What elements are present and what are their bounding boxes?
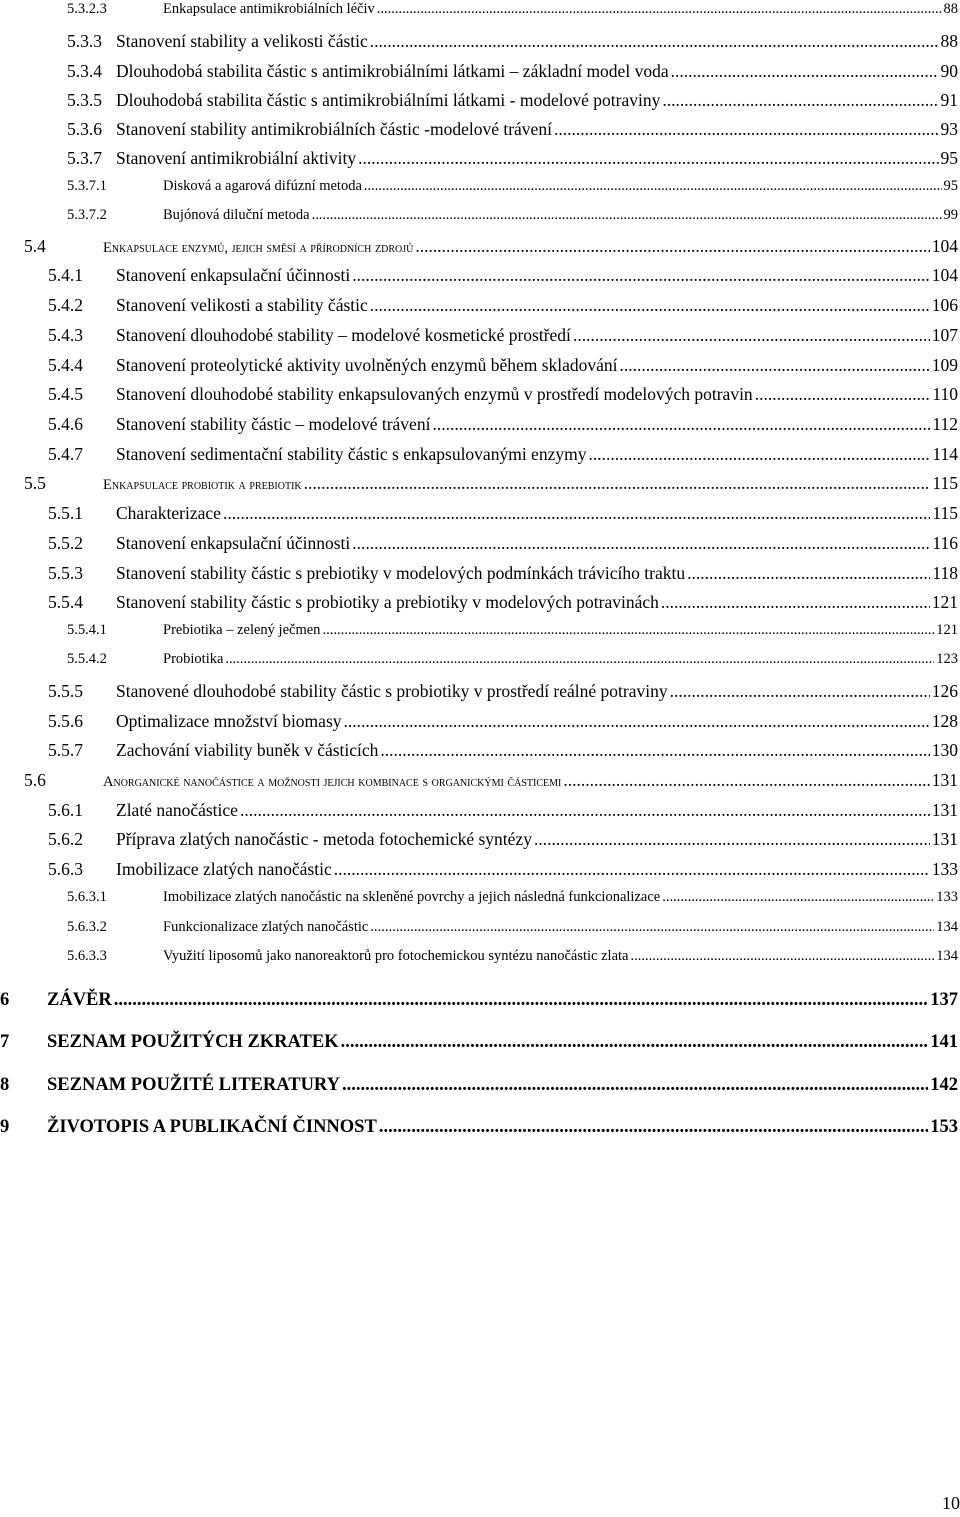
toc-entry-title: Zlaté nanočástice — [116, 800, 238, 820]
toc-entry-title: Imobilizace zlatých nanočástic — [116, 859, 332, 879]
dot-leader — [563, 770, 929, 791]
toc-entry-title: Stanovení enkapsulační účinnosti — [116, 265, 351, 285]
toc-entry-page: 141 — [930, 1032, 958, 1052]
toc-entry-page: 123 — [936, 651, 958, 667]
toc-entry[interactable] — [0, 265, 960, 289]
toc-entry-number: 5.6.3.3 — [67, 948, 107, 964]
toc-entry-page: 137 — [930, 990, 958, 1010]
toc-entry-title: Stanovení stability částic s probiotiky a prebiotiky v modelových potravinách — [116, 592, 659, 612]
dot-leader — [573, 325, 930, 346]
toc-entry[interactable] — [0, 473, 960, 497]
toc-entry-number: 5.5 — [24, 473, 46, 493]
dot-leader — [662, 90, 938, 111]
toc-entry[interactable] — [0, 948, 960, 972]
toc-entry-number: 5.4 — [24, 236, 46, 256]
toc-entry[interactable] — [0, 592, 960, 616]
toc-entry[interactable] — [0, 800, 960, 824]
dot-leader — [415, 236, 929, 257]
toc-entry[interactable] — [0, 236, 960, 260]
toc-entry-title: Imobilizace zlatých nanočástic na skleněné povrchy a jejich následná funkcionalizace — [163, 889, 661, 905]
toc-entry[interactable] — [0, 1032, 960, 1056]
dot-leader — [554, 119, 939, 140]
dot-leader — [370, 31, 939, 52]
toc-entry-title: Stanovení enkapsulační účinnosti — [116, 533, 351, 553]
toc-entry[interactable] — [0, 148, 960, 172]
toc-entry-number: 6 — [0, 990, 10, 1010]
toc-entry-title: Využití liposomů jako nanoreaktorů pro fotochemickou syntézu nanočástic zlata — [163, 948, 629, 964]
toc-entry-title: SEZNAM POUŽITÉ LITERATURY — [47, 1075, 341, 1095]
dot-leader — [334, 859, 930, 880]
toc-entry-title: ZÁVĚR — [47, 990, 112, 1010]
toc-entry-number: 5.3.3 — [67, 31, 102, 51]
toc-entry-title: Stanovení velikosti a stability částic — [116, 295, 368, 315]
toc-entry-page: 107 — [931, 325, 958, 345]
dot-leader — [364, 178, 942, 195]
toc-entry-page: 121 — [931, 592, 958, 612]
toc-entry[interactable] — [0, 414, 960, 438]
toc-entry[interactable] — [0, 622, 960, 646]
dot-leader — [379, 1117, 928, 1138]
dot-leader — [662, 889, 934, 906]
toc-entry-title: Disková a agarová difúzní metoda — [163, 178, 362, 194]
toc-entry-page: 112 — [932, 414, 958, 434]
toc-entry-number: 5.5.2 — [48, 533, 83, 553]
toc-entry-title: Stanovení dlouhodobé stability enkapsulovaných enzymů v prostředí modelových potravin — [116, 384, 753, 404]
toc-entry[interactable] — [0, 61, 960, 85]
toc-entry-title: Stanovení proteolytické aktivity uvolněných enzymů během skladování — [116, 355, 618, 375]
toc-entry-number: 5.4.2 — [48, 295, 83, 315]
toc-entry-number: 5.5.4.2 — [67, 651, 107, 667]
toc-entry-title: Enkapsulace enzymů, jejich směsí a přírodních zdrojů — [103, 240, 414, 256]
toc-entry-title: Stanovené dlouhodobé stability částic s probiotiky v prostředí reálné potraviny — [116, 681, 668, 701]
dot-leader — [240, 800, 930, 821]
dot-leader — [380, 740, 929, 761]
toc-entry[interactable] — [0, 325, 960, 349]
toc-entry-page: 131 — [931, 829, 958, 849]
toc-entry-number: 5.4.1 — [48, 265, 83, 285]
toc-entry[interactable] — [0, 207, 960, 231]
toc-entry[interactable] — [0, 563, 960, 587]
toc-entry-number: 5.4.5 — [48, 384, 83, 404]
toc-entry-title: Dlouhodobá stabilita částic s antimikrobiálními látkami - modelové potraviny — [116, 90, 661, 110]
toc-entry[interactable] — [0, 829, 960, 853]
dot-leader — [370, 919, 934, 936]
dot-leader — [671, 61, 939, 82]
toc-entry-title: Stanovení antimikrobiální aktivity — [116, 148, 357, 168]
toc-entry[interactable] — [0, 770, 960, 794]
toc-entry-page: 99 — [943, 207, 958, 223]
dot-leader — [358, 148, 938, 169]
dot-leader — [312, 207, 942, 224]
toc-entry-number: 5.5.3 — [48, 563, 83, 583]
toc-entry-title: SEZNAM POUŽITÝCH ZKRATEK — [47, 1032, 339, 1052]
toc-entry-number: 5.6.3.2 — [67, 919, 107, 935]
toc-entry-title: ŽIVOTOPIS A PUBLIKAČNÍ ČINNOST — [47, 1117, 377, 1137]
toc-entry[interactable] — [0, 533, 960, 557]
dot-leader — [322, 622, 934, 639]
toc-entry-page: 110 — [932, 384, 958, 404]
toc-entry[interactable] — [0, 295, 960, 319]
toc-entry-number: 5.4.3 — [48, 325, 83, 345]
dot-leader — [352, 533, 930, 554]
dot-leader — [755, 384, 931, 405]
toc-entry-page: 126 — [931, 681, 958, 701]
toc-entry-number: 5.3.7.1 — [67, 178, 107, 194]
dot-leader — [377, 1, 942, 18]
toc-entry-title: Anorganické nanočástice a možnosti jejich kombinace s organickými částicemi — [103, 774, 562, 790]
toc-entry-number: 5.3.7.2 — [67, 207, 107, 223]
dot-leader — [534, 829, 930, 850]
toc-entry-page: 133 — [931, 859, 958, 879]
toc-entry-title: Optimalizace množství biomasy — [116, 711, 342, 731]
toc-entry-page: 142 — [930, 1075, 958, 1095]
toc-entry-page: 114 — [932, 444, 958, 464]
dot-leader — [344, 711, 930, 732]
toc-entry-page: 88 — [943, 1, 958, 17]
toc-entry[interactable] — [0, 651, 960, 675]
toc-entry[interactable] — [0, 1, 960, 25]
toc-entry-title: Stanovení stability částic s prebiotiky v modelových podmínkách trávicího traktu — [116, 563, 686, 583]
toc-entry-page: 134 — [936, 948, 958, 964]
toc-entry-page: 109 — [931, 355, 958, 375]
toc-entry-number: 5.6 — [24, 770, 46, 790]
toc-entry-title: Zachování viability buněk v částicích — [116, 740, 379, 760]
toc-entry[interactable] — [0, 178, 960, 202]
toc-entry[interactable] — [0, 740, 960, 764]
toc-entry-number: 9 — [0, 1117, 10, 1137]
toc-entry-title: Stanovení sedimentační stability částic s enkapsulovanými enzymy — [116, 444, 587, 464]
toc-entry[interactable] — [0, 919, 960, 943]
dot-leader — [620, 355, 930, 376]
toc-entry-number: 5.3.4 — [67, 61, 102, 81]
dot-leader — [114, 990, 928, 1011]
toc-entry[interactable] — [0, 31, 960, 55]
dot-leader — [370, 295, 930, 316]
toc-entry[interactable] — [0, 711, 960, 735]
toc-entry-number: 5.3.7 — [67, 148, 102, 168]
toc-entry-page: 106 — [931, 295, 958, 315]
toc-entry-number: 5.5.5 — [48, 681, 83, 701]
toc-entry-title: Příprava zlatých nanočástic - metoda fotochemické syntézy — [116, 829, 532, 849]
dot-leader — [304, 473, 931, 494]
toc-entry-page: 131 — [931, 770, 958, 790]
toc-entry[interactable] — [0, 503, 960, 527]
toc-entry[interactable] — [0, 681, 960, 705]
dot-leader — [352, 265, 929, 286]
toc-entry-page: 93 — [940, 119, 958, 139]
toc-entry-page: 128 — [931, 711, 958, 731]
toc-entry-page: 115 — [932, 503, 958, 523]
toc-entry-title: Charakterizace — [116, 503, 221, 523]
toc-entry-number: 7 — [0, 1032, 10, 1052]
toc-entry-number: 5.5.6 — [48, 711, 83, 731]
toc-entry-number: 5.4.4 — [48, 355, 83, 375]
toc-entry-title: Stanovení stability antimikrobiálních částic -modelové trávení — [116, 119, 552, 139]
toc-entry-page: 115 — [932, 473, 958, 493]
toc-entry-number: 5.6.3.1 — [67, 889, 107, 905]
toc-entry-page: 131 — [931, 800, 958, 820]
toc-entry-number: 5.5.4.1 — [67, 622, 107, 638]
dot-leader — [661, 592, 930, 613]
toc-entry-title: Stanovení stability a velikosti částic — [116, 31, 368, 51]
toc-entry[interactable] — [0, 444, 960, 468]
toc-entry-title: Bujónová diluční metoda — [163, 207, 310, 223]
toc-entry-page: 90 — [940, 61, 958, 81]
toc-entry-number: 5.5.4 — [48, 592, 83, 612]
page-number: 10 — [942, 1493, 960, 1513]
dot-leader — [225, 651, 934, 668]
toc-entry[interactable] — [0, 990, 960, 1014]
toc-entry-number: 5.4.6 — [48, 414, 83, 434]
toc-entry[interactable] — [0, 1075, 960, 1099]
toc-entry-page: 95 — [940, 148, 958, 168]
toc-entry-number: 5.6.3 — [48, 859, 83, 879]
toc-entry-number: 5.6.2 — [48, 829, 83, 849]
toc-entry[interactable] — [0, 889, 960, 913]
dot-leader — [341, 1032, 929, 1053]
toc-entry[interactable] — [0, 859, 960, 883]
toc-entry-page: 88 — [940, 31, 958, 51]
toc-entry-title: Prebiotika – zelený ječmen — [163, 622, 321, 638]
toc-entry-title: Stanovení stability částic – modelové trávení — [116, 414, 431, 434]
toc-entry-page: 118 — [932, 563, 958, 583]
toc-entry-number: 5.3.5 — [67, 90, 102, 110]
toc-entry-page: 95 — [943, 178, 958, 194]
toc-entry-number: 5.5.1 — [48, 503, 83, 523]
toc-entry-number: 5.5.7 — [48, 740, 83, 760]
toc-entry-number: 8 — [0, 1075, 10, 1095]
dot-leader — [223, 503, 930, 524]
toc-entry-page: 121 — [936, 622, 958, 638]
toc-entry-page: 133 — [936, 889, 958, 905]
toc-entry-title: Enkapsulace antimikrobiálních léčiv — [163, 1, 375, 17]
toc-entry-title: Funkcionalizace zlatých nanočástic — [163, 919, 369, 935]
toc-entry-page: 91 — [940, 90, 958, 110]
toc-entry-page: 134 — [936, 919, 958, 935]
toc-entry-title: Stanovení dlouhodobé stability – modelové kosmetické prostředí — [116, 325, 571, 345]
dot-leader — [432, 414, 930, 435]
dot-leader — [687, 563, 930, 584]
toc-entry[interactable] — [0, 384, 960, 408]
toc-entry-number: 5.3.6 — [67, 119, 102, 139]
toc-entry-page: 153 — [930, 1117, 958, 1137]
toc-entry[interactable] — [0, 90, 960, 114]
toc-entry-page: 104 — [931, 265, 958, 285]
toc-entry-title: Enkapsulace probiotik a prebiotik — [103, 477, 302, 493]
toc-entry-number: 5.4.7 — [48, 444, 83, 464]
toc-entry-page: 130 — [931, 740, 958, 760]
toc-entry[interactable] — [0, 355, 960, 379]
dot-leader — [342, 1075, 928, 1096]
toc-entry-page: 116 — [932, 533, 958, 553]
toc-entry[interactable] — [0, 119, 960, 143]
dot-leader — [630, 948, 934, 965]
toc-entry-page: 104 — [931, 236, 958, 256]
dot-leader — [588, 444, 930, 465]
toc-entry-number: 5.3.2.3 — [67, 1, 107, 17]
toc-entry-title: Probiotika — [163, 651, 224, 667]
toc-entry[interactable] — [0, 1117, 960, 1141]
dot-leader — [670, 681, 930, 702]
toc-entry-title: Dlouhodobá stabilita částic s antimikrobiálními látkami – základní model voda — [116, 61, 669, 81]
toc-entry-number: 5.6.1 — [48, 800, 83, 820]
